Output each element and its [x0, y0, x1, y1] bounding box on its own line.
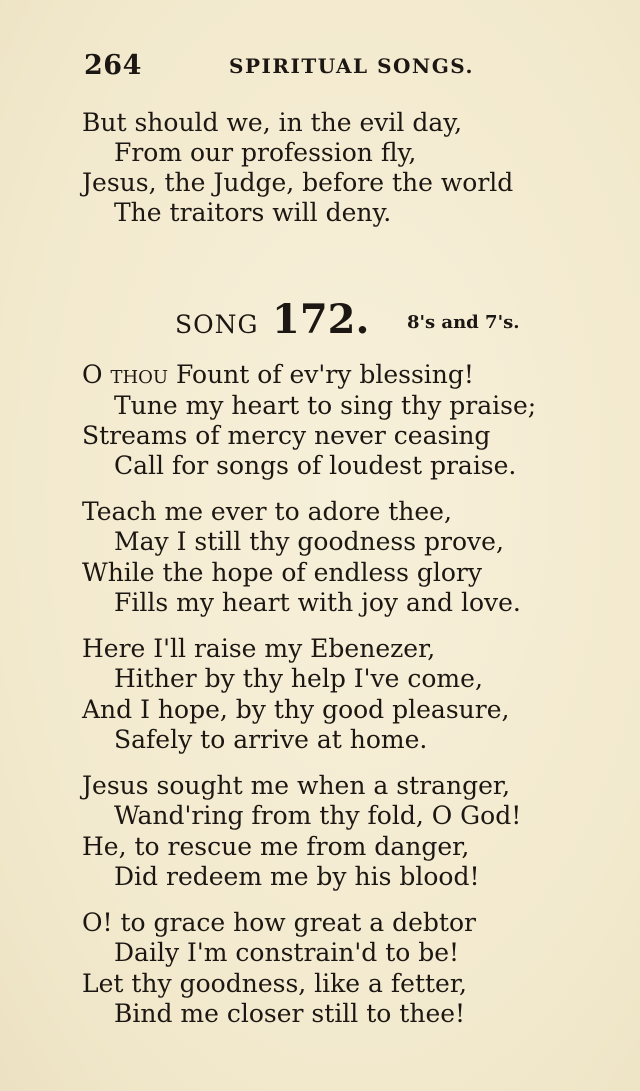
verse-line: O! to grace how great a debtor: [82, 908, 476, 937]
page-number: 264: [84, 50, 142, 81]
verse-line: From our profession fly,: [114, 138, 417, 167]
verse-line: Bind me closer still to thee!: [114, 999, 466, 1028]
verse-line: Teach me ever to adore thee,: [82, 497, 452, 526]
verse-line: While the hope of endless glory: [82, 558, 482, 587]
verse-line: Wand'ring from thy fold, O God!: [114, 801, 522, 830]
verse-line: And I hope, by thy good pleasure,: [82, 695, 510, 724]
verse-line: Did redeem me by his blood!: [114, 862, 480, 891]
verse-line-first: [82, 360, 474, 390]
verse-line: He, to rescue me from danger,: [82, 832, 470, 861]
song-number: 172.: [272, 296, 370, 343]
verse-line: Fills my heart with joy and love.: [114, 588, 521, 617]
first-line-rest: Fount of ev'ry blessing!: [168, 360, 474, 389]
verse-line: Tune my heart to sing thy praise;: [114, 391, 537, 420]
page-header: [84, 50, 504, 84]
song-heading: [175, 298, 555, 348]
verse-line: Jesus, the Judge, before the world: [82, 168, 514, 197]
song-label: SONG: [175, 310, 259, 339]
verse-line: The traitors will deny.: [114, 198, 392, 227]
song-meter: 8's and 7's.: [407, 312, 520, 333]
running-head: SPIRITUAL SONGS.: [229, 54, 474, 78]
verse-line: Hither by thy help I've come,: [114, 664, 483, 693]
verse-line: Let thy goodness, like a fetter,: [82, 969, 467, 998]
verse-line: Call for songs of loudest praise.: [114, 451, 517, 480]
verse-line: Daily I'm constrain'd to be!: [114, 938, 460, 967]
verse-line: But should we, in the evil day,: [82, 108, 463, 137]
verse-line: Safely to arrive at home.: [114, 725, 428, 754]
verse-line: Jesus sought me when a stranger,: [82, 771, 511, 800]
verse-line: Here I'll raise my Ebenezer,: [82, 634, 436, 663]
first-word-smallcaps: thou: [110, 360, 169, 389]
first-word: O: [82, 360, 103, 389]
verse-line: Streams of mercy never ceasing: [82, 421, 491, 450]
verse-line: May I still thy goodness prove,: [114, 527, 504, 556]
